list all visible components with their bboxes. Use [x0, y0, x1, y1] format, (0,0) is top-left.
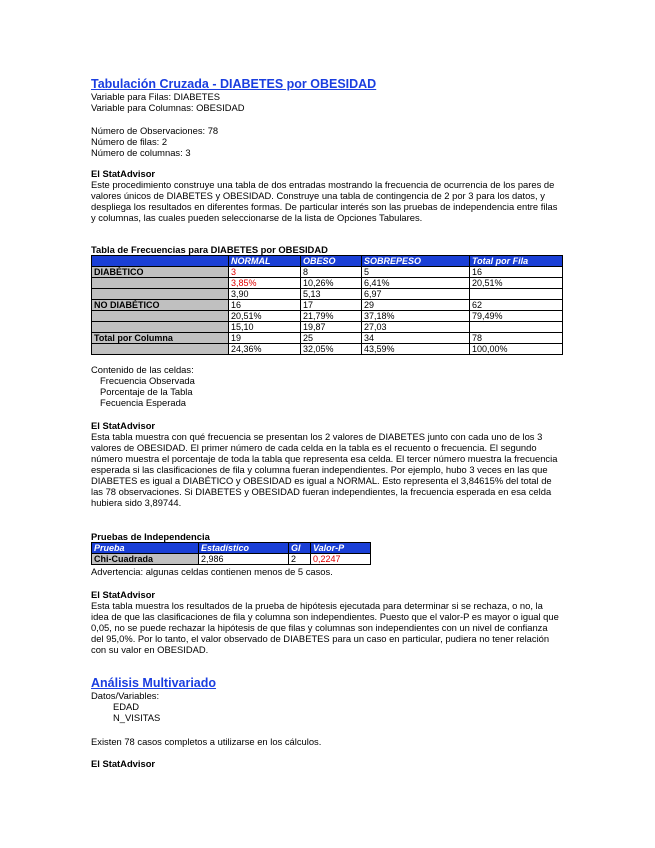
statadvisor-block-3 — [91, 589, 561, 655]
freq-table-wrap — [91, 255, 563, 355]
table-cell: 8 — [301, 267, 362, 278]
p-value-cell: 0,2247 — [311, 554, 371, 565]
table-row — [92, 289, 563, 300]
table-row — [92, 278, 563, 289]
cell-contents-label: Contenido de las celdas: — [91, 364, 194, 375]
table-cell: 20,51% — [229, 311, 301, 322]
table-cell: 2,986 — [199, 554, 289, 565]
variable-item: N_VISITAS — [113, 712, 161, 723]
crosstab-vars — [91, 91, 245, 113]
table-cell: 20,51% — [470, 278, 563, 289]
statadvisor-heading: El StatAdvisor — [91, 758, 156, 769]
cell-contents-item: Fecuencia Esperada — [100, 397, 186, 408]
table-header-row — [92, 256, 563, 267]
row-label: NO DIABÉTICO — [92, 300, 229, 311]
multivariate-title[interactable]: Análisis Multivariado — [91, 676, 217, 690]
table-row — [92, 322, 563, 333]
table-cell: 19 — [229, 333, 301, 344]
row-label: DIABÉTICO — [92, 267, 229, 278]
header-cell: NORMAL — [229, 256, 301, 267]
table-cell: 3 — [229, 267, 301, 278]
indep-table-wrap — [91, 542, 371, 565]
row-label: Chi-Cuadrada — [92, 554, 199, 565]
table-cell: 34 — [362, 333, 470, 344]
statadvisor-block-1 — [91, 168, 561, 223]
row-label: Total por Columna — [92, 333, 229, 344]
table-row — [92, 267, 563, 278]
table-cell: 16 — [229, 300, 301, 311]
table-cell: 100,00% — [470, 344, 563, 355]
indep-warning: Advertencia: algunas celdas contienen menos de 5 casos. — [91, 566, 333, 577]
table-cell: 6,97 — [362, 289, 470, 300]
table-cell: 5,13 — [301, 289, 362, 300]
crosstab-counts — [91, 125, 218, 158]
header-cell: Prueba — [92, 543, 199, 554]
row-label — [92, 322, 229, 333]
statadvisor-block-2 — [91, 420, 561, 508]
statadvisor-text: Este procedimiento construye una tabla de dos entradas mostrando la frecuencia de ocurrencia de los pares de valores únicos de DIABETES y OBESIDAD. Construye una tabla de contingencia de 2 por 3 para los datos, y despliega los resultados en diferentes formas. De particular interés son las pruebas de independencia entre filas y columnas, las cuales pueden seleccionarse de la lista de Opciones Tabulares. — [91, 179, 558, 223]
table-cell: 6,41% — [362, 278, 470, 289]
table-cell: 16 — [470, 267, 563, 278]
table-cell: 29 — [362, 300, 470, 311]
statadvisor-heading: El StatAdvisor — [91, 420, 156, 431]
table-cell — [470, 322, 563, 333]
table-row — [92, 554, 371, 565]
header-cell: Valor-P — [311, 543, 371, 554]
header-cell: Total por Fila — [470, 256, 563, 267]
table-cell: 21,79% — [301, 311, 362, 322]
table-cell: 19,87 — [301, 322, 362, 333]
header-cell: SOBREPESO — [362, 256, 470, 267]
table-cell: 17 — [301, 300, 362, 311]
table-cell: 79,49% — [470, 311, 563, 322]
statadvisor-heading: El StatAdvisor — [91, 168, 156, 179]
n-columns: Número de columnas: 3 — [91, 147, 191, 158]
n-observations: Número de Observaciones: 78 — [91, 125, 219, 136]
frequency-table — [91, 255, 563, 355]
table-cell: 32,05% — [301, 344, 362, 355]
table-cell: 78 — [470, 333, 563, 344]
statadvisor-text: Esta tabla muestra los resultados de la prueba de hipótesis ejecutada para determinar si se rechaza, o no, la idea de que las clasificaciones de fila y columna son independientes. Puesto que el valor-P es mayor o igual que 0,05, no se puede rechazar la hipótesis de que filas y columnas son independientes con un nivel de confianza del 95,0%. Por lo tanto, el valor observado de DIABETES para un caso en particular, pudiera no tener relación con su valor en OBESIDAD. — [91, 600, 559, 655]
table-cell: 15,10 — [229, 322, 301, 333]
table-row — [92, 311, 563, 322]
header-cell: OBESO — [301, 256, 362, 267]
header-cell — [92, 256, 229, 267]
table-row — [92, 333, 563, 344]
table-row — [92, 300, 563, 311]
table-cell: 10,26% — [301, 278, 362, 289]
data-variables-label: Datos/Variables: — [91, 690, 160, 701]
statadvisor-heading: El StatAdvisor — [91, 589, 156, 600]
row-label — [92, 344, 229, 355]
table-header-row — [92, 543, 371, 554]
column-variable: Variable para Columnas: OBESIDAD — [91, 102, 245, 113]
table-cell: 3,90 — [229, 289, 301, 300]
table-cell: 37,18% — [362, 311, 470, 322]
complete-cases: Existen 78 casos completos a utilizarse en los cálculos. — [91, 736, 322, 747]
header-cell: Estadístico — [199, 543, 289, 554]
table-cell: 5 — [362, 267, 470, 278]
table-cell: 25 — [301, 333, 362, 344]
independence-table — [91, 542, 371, 565]
row-variable: Variable para Filas: DIABETES — [91, 91, 221, 102]
row-label — [92, 289, 229, 300]
n-rows: Número de filas: 2 — [91, 136, 168, 147]
table-cell: 3,85% — [229, 278, 301, 289]
table-cell: 24,36% — [229, 344, 301, 355]
table-row — [92, 344, 563, 355]
table-cell: 62 — [470, 300, 563, 311]
row-label — [92, 311, 229, 322]
table-cell: 2 — [289, 554, 311, 565]
cell-contents-item: Frecuencia Observada — [100, 375, 195, 386]
row-label — [92, 278, 229, 289]
statadvisor-text: Esta tabla muestra con qué frecuencia se presentan los 2 valores de DIABETES junto con cada uno de los 3 valores de OBESIDAD. El primer número de cada celda en la tabla es el recuento o frecuencia. El segundo número muestra el porcentaje de toda la tabla que representa esa celda. El tercer número muestra la frecuencia esperada si las clasificaciones de fila y columna fueran independientes. Por ejemplo, hubo 3 veces en las que DIABETES es igual a DIABÉTICO y OBESIDAD es igual a NORMAL. Esto representa el 3,84615% del total de las 78 observaciones. Si DIABETES y OBESIDAD fueran independientes, la frecuencia esperada en esa celda hubiera sido 3,89744. — [91, 431, 558, 508]
crosstab-title[interactable]: Tabulación Cruzada - DIABETES por OBESIDAD — [91, 77, 377, 91]
table-cell — [470, 289, 563, 300]
multivariate-vars — [91, 690, 160, 723]
table-cell: 27,03 — [362, 322, 470, 333]
table-cell: 43,59% — [362, 344, 470, 355]
variable-item: EDAD — [113, 701, 140, 712]
indep-caption: Pruebas de Independencia — [91, 531, 210, 542]
cell-contents-legend — [91, 364, 195, 408]
header-cell: Gl — [289, 543, 311, 554]
cell-contents-item: Porcentaje de la Tabla — [100, 386, 193, 397]
freq-table-caption: Tabla de Frecuencias para DIABETES por OBESIDAD — [91, 244, 328, 255]
